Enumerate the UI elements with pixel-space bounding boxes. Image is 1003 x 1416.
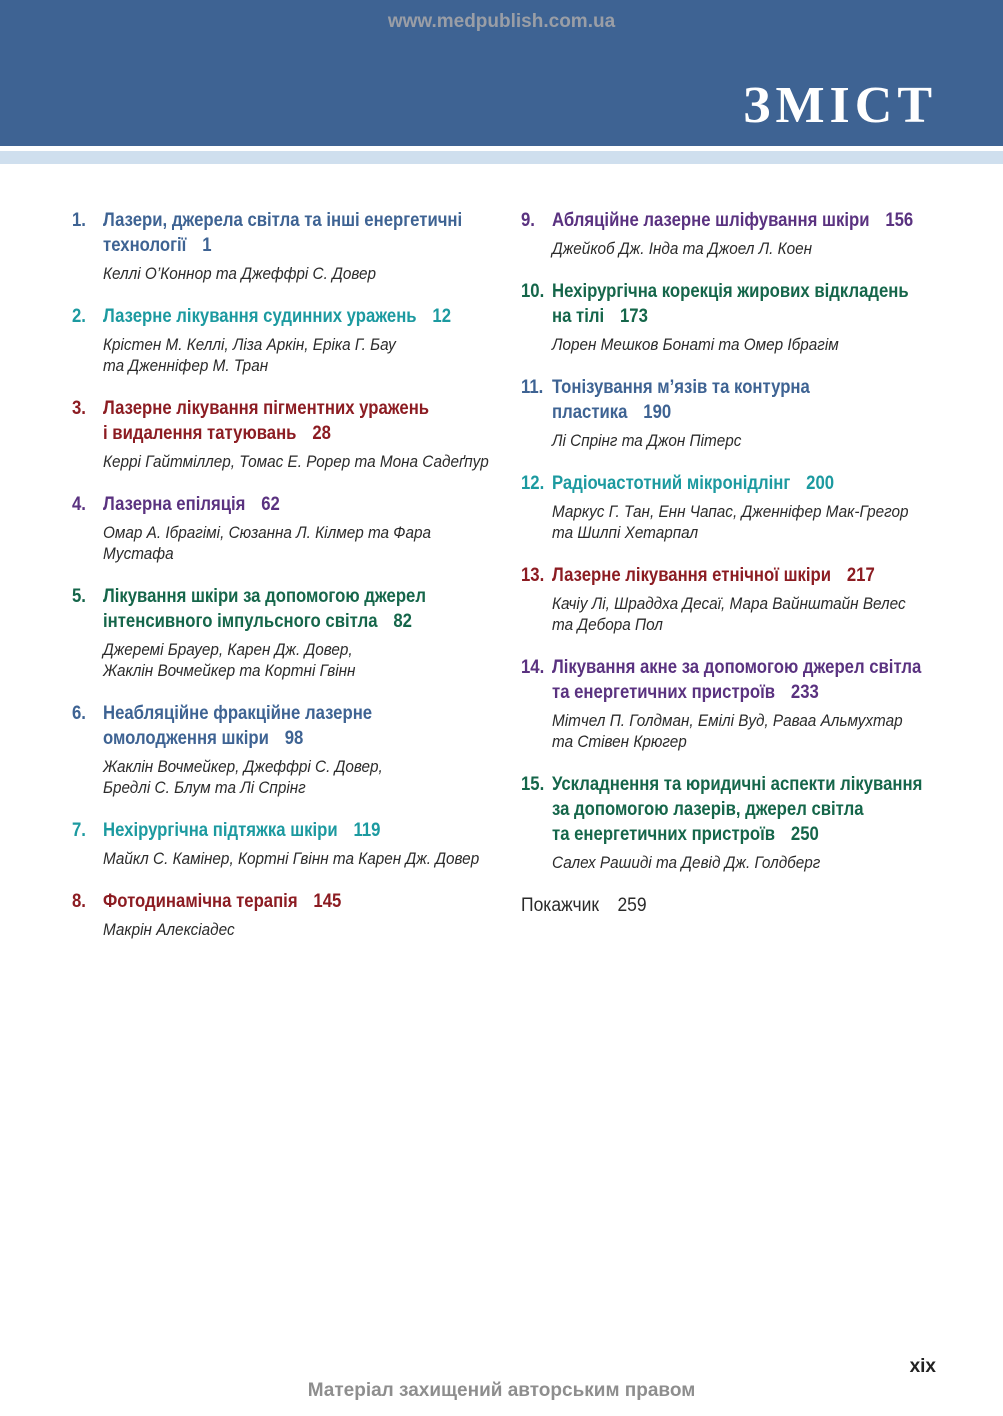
- chapter-number: 6.: [72, 703, 86, 724]
- chapter-number: 12.: [521, 473, 545, 494]
- chapter-number: 11.: [521, 377, 544, 398]
- toc-right-column: [521, 208, 941, 918]
- chapter-authors: Мітчел П. Голдман, Емілі Вуд, Раваа Альмухтар та Стівен Крюгер: [552, 711, 903, 751]
- chapter-title: Лазерна епіляція 62: [103, 494, 280, 515]
- chapter-page: 12: [432, 306, 452, 327]
- chapter-title: Неабляційне фракційне лазерне омолодження шкіри 98: [103, 703, 373, 749]
- index-page: 259: [617, 895, 647, 916]
- toc-entry-11[interactable]: [521, 375, 941, 451]
- chapter-authors: Майкл С. Камінер, Кортні Гвінн та Карен Дж. Довер: [103, 849, 480, 868]
- page-number: xix: [909, 1356, 936, 1377]
- chapter-number: 9.: [521, 210, 535, 231]
- chapter-page: 28: [312, 423, 331, 444]
- chapter-title: Радіочастотний мікронідлінг 200: [552, 473, 835, 494]
- toc-entry-13[interactable]: [521, 563, 941, 635]
- index-label: Покажчик: [521, 895, 600, 916]
- toc-entry-5[interactable]: [72, 584, 502, 681]
- chapter-number: 1.: [72, 210, 86, 231]
- chapter-number: 2.: [72, 306, 86, 327]
- chapter-authors: Маркус Г. Тан, Енн Чапас, Дженніфер Мак-Грегор та Шилпі Хетарпал: [552, 502, 909, 542]
- toc-entry-1[interactable]: [72, 208, 502, 284]
- chapter-authors: Салех Рашиді та Девід Дж. Голдберг: [552, 853, 821, 872]
- chapter-page: 200: [806, 473, 835, 494]
- chapter-number: 13.: [521, 565, 545, 586]
- toc-left-column: [72, 208, 502, 960]
- chapter-title: Лазерне лікування судинних уражень 12: [103, 306, 452, 327]
- chapter-page: 82: [393, 611, 412, 632]
- chapter-authors: Крістен М. Келлі, Ліза Аркін, Еріка Г. Бау та Дженніфер М. Тран: [103, 335, 396, 375]
- chapter-title: Лазерне лікування етнічної шкіри 217: [552, 565, 875, 586]
- toc-entry-4[interactable]: [72, 492, 502, 564]
- toc-entry-15[interactable]: [521, 772, 941, 873]
- chapter-authors: Качіу Лі, Шраддха Десаї, Мара Вайнштайн Велес та Дебора Пол: [552, 594, 906, 634]
- index-entry[interactable]: [521, 893, 907, 918]
- chapter-page: 250: [790, 824, 819, 845]
- chapter-page: 190: [643, 402, 672, 423]
- chapter-number: 10.: [521, 281, 545, 302]
- toc-entry-7[interactable]: [72, 818, 502, 869]
- toc-entry-8[interactable]: [72, 889, 502, 940]
- chapter-title: Лазерне лікування пігментних уражень і видалення татуювань 28: [103, 398, 430, 444]
- chapter-authors: Жаклін Вочмейкер, Джеффрі С. Довер, Бредлі С. Блум та Лі Спрінг: [103, 757, 383, 797]
- chapter-authors: Келлі О’Коннор та Джеффрі С. Довер: [103, 264, 377, 283]
- chapter-title: Фотодинамічна терапія 145: [103, 891, 342, 912]
- header-band: [0, 0, 1003, 146]
- toc-entry-10[interactable]: [521, 279, 941, 355]
- chapter-page: 233: [790, 682, 819, 703]
- chapter-authors: Джеремі Брауер, Карен Дж. Довер, Жаклін Вочмейкер та Кортні Гвінн: [103, 640, 356, 680]
- chapter-number: 3.: [72, 398, 86, 419]
- chapter-title: Абляційне лазерне шліфування шкіри 156: [552, 210, 914, 231]
- chapter-number: 4.: [72, 494, 86, 515]
- chapter-authors: Лорен Мешков Бонаті та Омер Ібрагім: [552, 335, 839, 354]
- toc-entry-12[interactable]: [521, 471, 941, 543]
- chapter-page: 62: [261, 494, 280, 515]
- toc-entry-3[interactable]: [72, 396, 502, 472]
- chapter-authors: Макрін Алексіадес: [103, 920, 235, 939]
- chapter-authors: Омар А. Ібрагімі, Сюзанна Л. Кілмер та Фара Мустафа: [103, 523, 431, 563]
- chapter-authors: Лі Спрінг та Джон Пітерс: [552, 431, 742, 450]
- chapter-title: Тонізування м’язів та контурна пластика 190: [552, 377, 810, 423]
- chapter-number: 7.: [72, 820, 86, 841]
- chapter-title: Лікування акне за допомогою джерел світла та енергетичних пристроїв 233: [552, 657, 922, 703]
- chapter-page: 173: [619, 306, 648, 327]
- chapter-authors: Джейкоб Дж. Інда та Джоел Л. Коен: [552, 239, 813, 258]
- chapter-title: Нехірургічна корекція жирових відкладень на тілі 173: [552, 281, 909, 327]
- chapter-number: 8.: [72, 891, 86, 912]
- page-title: ЗМІСТ: [743, 77, 937, 134]
- header-stripe: [0, 151, 1003, 164]
- chapter-number: 15.: [521, 774, 545, 795]
- chapter-number: 5.: [72, 586, 86, 607]
- chapter-number: 14.: [521, 657, 545, 678]
- chapter-title: Нехірургічна підтяжка шкіри 119: [103, 820, 381, 841]
- chapter-title: Ускладнення та юридичні аспекти лікування за допомогою лазерів, джерел світла та енергетичних пристроїв 250: [552, 774, 923, 845]
- chapter-page: 156: [885, 210, 914, 231]
- toc-entry-9[interactable]: [521, 208, 941, 259]
- copyright-notice: Матеріал захищений авторським правом: [307, 1380, 696, 1401]
- chapter-page: 98: [284, 728, 304, 749]
- chapter-title: Лазери, джерела світла та інші енергетичні технології 1: [103, 210, 463, 256]
- chapter-title: Лікування шкіри за допомогою джерел інтенсивного імпульсного світла 82: [103, 586, 426, 632]
- toc-entry-14[interactable]: [521, 655, 941, 752]
- chapter-page: 217: [846, 565, 875, 586]
- chapter-page: 119: [353, 820, 381, 841]
- site-url: www.medpublish.com.ua: [387, 11, 616, 32]
- toc-entry-2[interactable]: [72, 304, 502, 376]
- toc-entry-6[interactable]: [72, 701, 502, 798]
- chapter-authors: Керрі Гайтміллер, Томас Е. Рорер та Мона Садеґпур: [103, 452, 489, 471]
- chapter-page: 145: [313, 891, 342, 912]
- chapter-page: 1: [202, 235, 212, 256]
